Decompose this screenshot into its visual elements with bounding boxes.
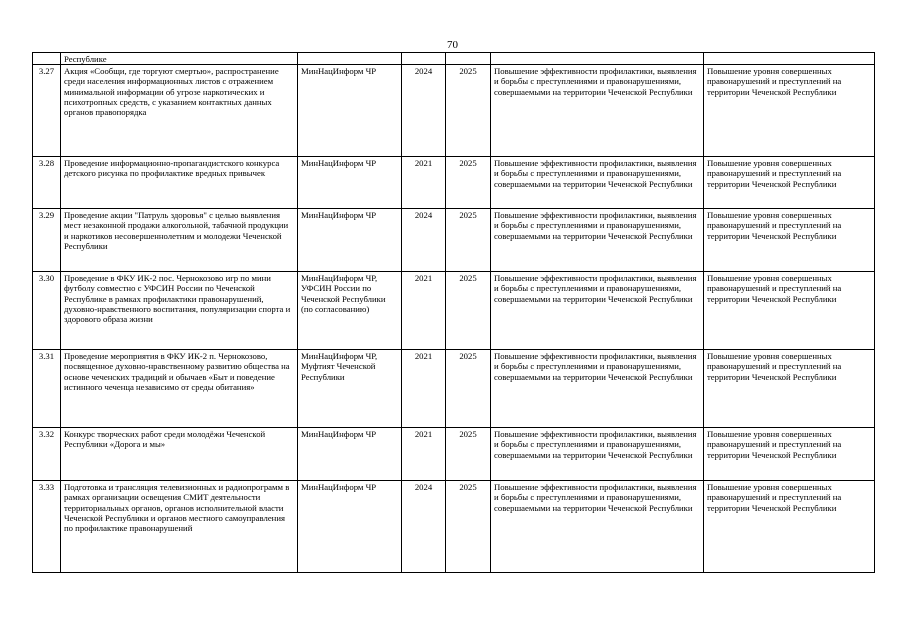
start-year-cell [402,53,446,65]
result-cell: Повышение уровня совершенных правонарушений и преступлений на территории Чеченской Республики [704,428,875,481]
end-year-cell: 2025 [446,350,491,428]
result-cell: Повышение уровня совершенных правонарушений и преступлений на территории Чеченской Республики [704,272,875,350]
row-number-cell [33,53,61,65]
activity-cell: Акция «Сообщи, где торгуют смертью», распространение среди населения информационных листов с отражением минимальной информации об угрозе наркотических и психотропных средств, с указанием контактных данных органов правопорядка [61,65,298,157]
activity-cell: Проведение в ФКУ ИК-2 пос. Чернокозово игр по мини футболу совместно с УФСИН России по Чеченской Республике в рамках профилактики правонарушений, духовно-нравственного воспитания, популяризации спорта и здорового образа жизни [61,272,298,350]
row-number-cell: 3.32 [33,428,61,481]
start-year-cell: 2024 [402,481,446,573]
result-cell: Повышение уровня совершенных правонарушений и преступлений на территории Чеченской Республики [704,481,875,573]
row-number-cell: 3.28 [33,157,61,209]
start-year-cell: 2024 [402,65,446,157]
goal-cell: Повышение эффективности профилактики, выявления и борьбы с преступлениями и правонарушениями, совершаемыми на территории Чеченской Республики [491,65,704,157]
executor-cell: МинНацИнформ ЧР, Муфтият Чеченской Республики [298,350,402,428]
end-year-cell: 2025 [446,272,491,350]
end-year-cell [446,53,491,65]
activity-cell: Проведение акции "Патруль здоровья" с целью выявления мест незаконной продажи алкогольной, табачной продукции и наркотиков несовершеннолетним и молодежи Чеченской Республики [61,209,298,272]
executor-cell: МинНацИнформ ЧР, УФСИН России по Чеченской Республики (по согласованию) [298,272,402,350]
table-row [33,272,875,350]
table-row [33,65,875,157]
executor-cell: МинНацИнформ ЧР [298,481,402,573]
start-year-cell: 2021 [402,157,446,209]
goal-cell [491,53,704,65]
goal-cell: Повышение эффективности профилактики, выявления и борьбы с преступлениями и правонарушениями, совершаемыми на территории Чеченской Республики [491,272,704,350]
result-cell: Повышение уровня совершенных правонарушений и преступлений на территории Чеченской Республики [704,157,875,209]
goal-cell: Повышение эффективности профилактики, выявления и борьбы с преступлениями и правонарушениями, совершаемыми на территории Чеченской Республики [491,350,704,428]
activity-cell: Проведение информационно-пропагандистского конкурса детского рисунка по профилактике вредных привычек [61,157,298,209]
activity-cell: Проведение мероприятия в ФКУ ИК-2 п. Чернокозово, посвященное духовно-нравственному развитию общества на основе чеченских традиций и обычаев «Быт и поведение истинного чеченца независимо от среды обитания» [61,350,298,428]
row-number-cell: 3.30 [33,272,61,350]
table-row [33,157,875,209]
table-row [33,350,875,428]
activity-cell: Республике [61,53,298,65]
row-number-cell: 3.29 [33,209,61,272]
end-year-cell: 2025 [446,428,491,481]
end-year-cell: 2025 [446,65,491,157]
result-cell: Повышение уровня совершенных правонарушений и преступлений на территории Чеченской Республики [704,65,875,157]
result-cell: Повышение уровня совершенных правонарушений и преступлений на территории Чеченской Республики [704,350,875,428]
row-number-cell: 3.33 [33,481,61,573]
program-activities-table [32,52,875,573]
executor-cell: МинНацИнформ ЧР [298,157,402,209]
activity-cell: Подготовка и трансляция телевизионных и радиопрограмм в рамках организации освещения СМИТ деятельности территориальных органов, органов исполнительной власти Чеченской Республики и органов местного самоуправления по профилактике правонарушений [61,481,298,573]
goal-cell: Повышение эффективности профилактики, выявления и борьбы с преступлениями и правонарушениями, совершаемыми на территории Чеченской Республики [491,428,704,481]
row-number-cell: 3.27 [33,65,61,157]
goal-cell: Повышение эффективности профилактики, выявления и борьбы с преступлениями и правонарушениями, совершаемыми на территории Чеченской Республики [491,157,704,209]
activity-cell: Конкурс творческих работ среди молодёжи Чеченской Республики «Дорога и мы» [61,428,298,481]
result-cell [704,53,875,65]
executor-cell: МинНацИнформ ЧР [298,65,402,157]
end-year-cell: 2025 [446,209,491,272]
goal-cell: Повышение эффективности профилактики, выявления и борьбы с преступлениями и правонарушениями, совершаемыми на территории Чеченской Республики [491,209,704,272]
row-number-cell: 3.31 [33,350,61,428]
executor-cell: МинНацИнформ ЧР [298,428,402,481]
continuation-row [33,53,875,65]
table-row [33,481,875,573]
executor-cell: МинНацИнформ ЧР [298,209,402,272]
executor-cell [298,53,402,65]
start-year-cell: 2021 [402,272,446,350]
start-year-cell: 2021 [402,428,446,481]
table-row [33,428,875,481]
result-cell: Повышение уровня совершенных правонарушений и преступлений на территории Чеченской Республики [704,209,875,272]
table-row [33,209,875,272]
start-year-cell: 2024 [402,209,446,272]
end-year-cell: 2025 [446,481,491,573]
goal-cell: Повышение эффективности профилактики, выявления и борьбы с преступлениями и правонарушениями, совершаемыми на территории Чеченской Республики [491,481,704,573]
start-year-cell: 2021 [402,350,446,428]
end-year-cell: 2025 [446,157,491,209]
page-number: 70 [447,39,458,51]
